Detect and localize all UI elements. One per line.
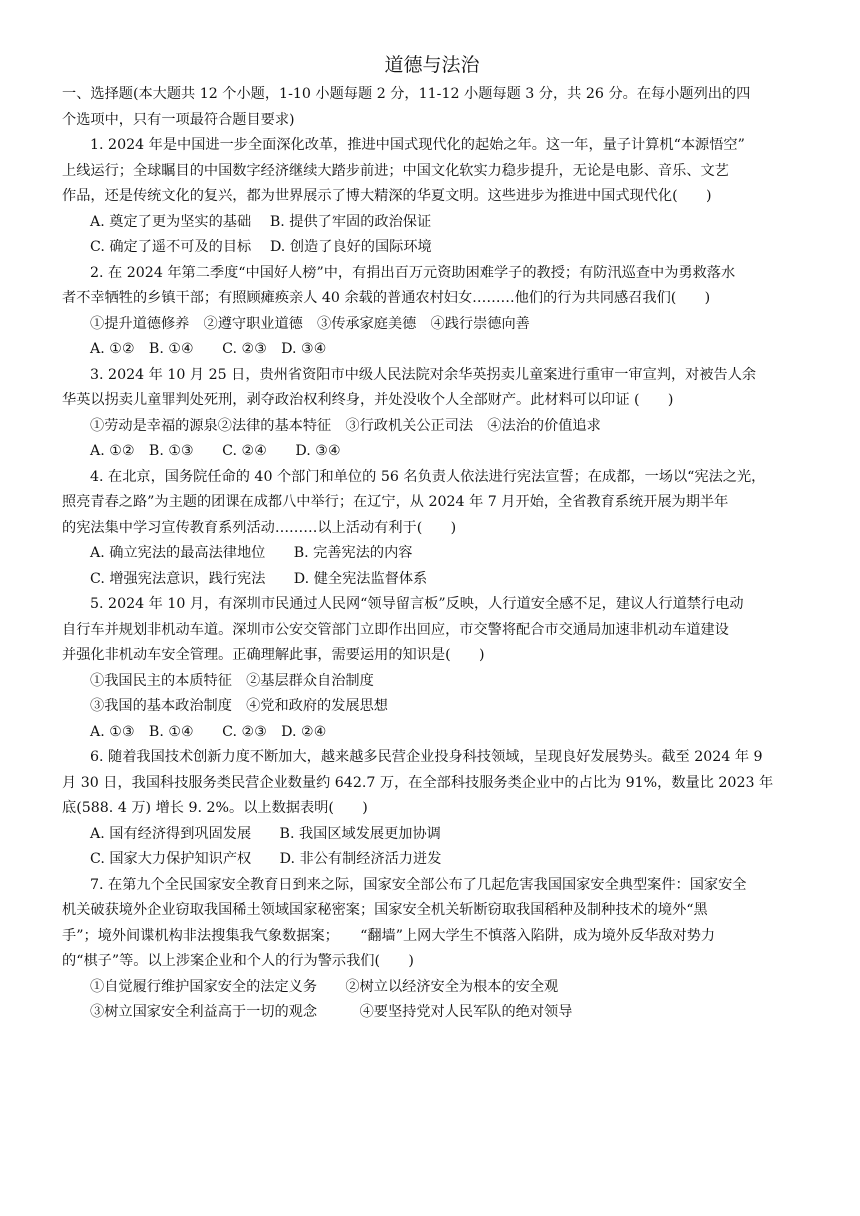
question-stem-line: 月 30 日，我国科技服务类民营企业数量约 642.7 万，在全部科技服务类企业中的占比为 91%，数量比 2023 年 [62,774,774,791]
page-title: 道德与法治 [384,54,480,76]
question-stem-line: 照亮青春之路”为主题的团课在成都八中举行；在辽宁，从 2024 年 7 月开始，全省教育系统开展为期半年 [62,494,729,510]
question-stem-line: 的“棋子”等。以上涉案企业和个人的行为警示我们( ) [62,953,414,969]
question-stem-line: 并强化非机动车安全管理。正确理解此事，需要运用的知识是( ) [62,647,485,663]
question-5 [62,592,802,745]
option-line: A. 国有经济得到巩固发展 B. 我国区域发展更加协调 [90,825,441,842]
section-header-line: 一、选择题(本大题共 12 个小题，1-10 小题每题 2 分，11-12 小题每题 3 分，共 26 分。在每小题列出的四 [62,86,751,102]
question-stem-line: 7. 在第九个全民国家安全教育日到来之际，国家安全部公布了几起危害我国国家安全典型案件：国家安全 [90,876,747,893]
option-line: A. ①② B. ①④ C. ②③ D. ③④ [90,341,327,357]
question-1 [62,133,802,261]
question-stem-line: 上线运行；全球瞩目的中国数字经济继续大踏步前进；中国文化软实力稳步提升，无论是电影、音乐、文艺 [62,162,729,179]
question-stem-line: 2. 在 2024 年第二季度“中国好人榜”中，有捐出百万元资助困难学子的教授；有防汛巡查中为勇救落水 [90,264,736,281]
question-stem-line: 手”；境外间谍机构非法搜集我气象数据案； “翻墙”上网大学生不慎落入陷阱，成为境外反华敌对势力 [62,927,716,944]
question-stem-line: 机关破获境外企业窃取我国稀土领域国家秘密案；国家安全机关斩断窃取我国稻种及制种技术的境外“黑 [62,902,708,918]
option-line: C. 确定了遥不可及的目标 D. 创造了良好的国际环境 [90,239,432,255]
question-7 [62,873,802,1026]
option-line: ③树立国家安全利益高于一切的观念 ④要坚持党对人民军队的绝对领导 [90,1004,573,1020]
option-line: ①劳动是幸福的源泉②法律的基本特征 ③行政机关公正司法 ④法治的价值追求 [90,417,601,434]
section-header-line: 个选项中，只有一项最符合题目要求) [62,111,295,128]
option-line: ①提升道德修养 ②遵守职业道德 ③传承家庭美德 ④践行崇德向善 [90,315,530,332]
option-line: ①自觉履行维护国家安全的法定义务 ②树立以经济安全为根本的安全观 [90,978,559,995]
option-line: A. 确立宪法的最高法律地位 B. 完善宪法的内容 [90,545,413,561]
question-stem-line: 6. 随着我国技术创新力度不断加大，越来越多民营企业投身科技领域，呈现良好发展势头。截至 2024 年 9 [90,749,763,765]
question-stem-line: 华英以拐卖儿童罪判处死刑，剥夺政治权利终身，并处没收个人全部财产。此材料可以印证 ( ) [62,392,674,408]
question-stem-line: 1. 2024 年是中国进一步全面深化改革，推进中国式现代化的起始之年。这一年，量子计算机“本源悟空” [90,137,745,153]
question-stem-line: 者不幸牺牲的乡镇干部；有照顾瘫痪亲人 40 余载的普通农村妇女………他们的行为共同感召我们( ) [62,290,711,306]
question-stem-line: 作品，还是传统文化的复兴，都为世界展示了博大精深的华夏文明。这些进步为推进中国式现代化( ) [62,188,712,204]
section-header [62,82,802,133]
option-line: C. 增强宪法意识，践行宪法 D. 健全宪法监督体系 [90,570,428,587]
question-stem-line: 底(588. 4 万) 增长 9. 2%。以上数据表明( ) [62,800,368,816]
question-stem-line: 自行车并规划非机动车道。深圳市公安交管部门立即作出回应，市交警将配合市交通局加速非机动车道建设 [62,621,729,638]
option-line: C. 国家大力保护知识产权 D. 非公有制经济活力迸发 [90,851,442,867]
option-line: A. ①② B. ①③ C. ②④ D. ③④ [90,443,341,459]
question-4 [62,465,802,593]
option-line: ①我国民主的本质特征 ②基层群众自治制度 [90,672,374,689]
exam-page [62,50,802,1026]
question-stem-line: 3. 2024 年 10 月 25 日，贵州省资阳市中级人民法院对余华英拐卖儿童案进行重审一审宣判，对被告人余 [90,366,757,383]
option-line: ③我国的基本政治制度 ④党和政府的发展思想 [90,698,388,714]
question-stem-line: 的宪法集中学习宣传教育系列活动………以上活动有利于( ) [62,519,457,536]
option-line: A. ①③ B. ①④ C. ②③ D. ②④ [90,723,327,740]
question-3 [62,363,802,465]
question-stem-line: 5. 2024 年 10 月，有深圳市民通过人民网“领导留言板”反映，人行道安全感不足，建议人行道禁行电动 [90,596,744,612]
question-6 [62,745,802,873]
question-2 [62,261,802,363]
question-stem-line: 4. 在北京，国务院任命的 40 个部门和单位的 56 名负责人依法进行宪法宣誓；在成都，一场以“宪法之光， [90,468,766,485]
option-line: A. 奠定了更为坚实的基础 B. 提供了牢固的政治保证 [90,213,432,230]
